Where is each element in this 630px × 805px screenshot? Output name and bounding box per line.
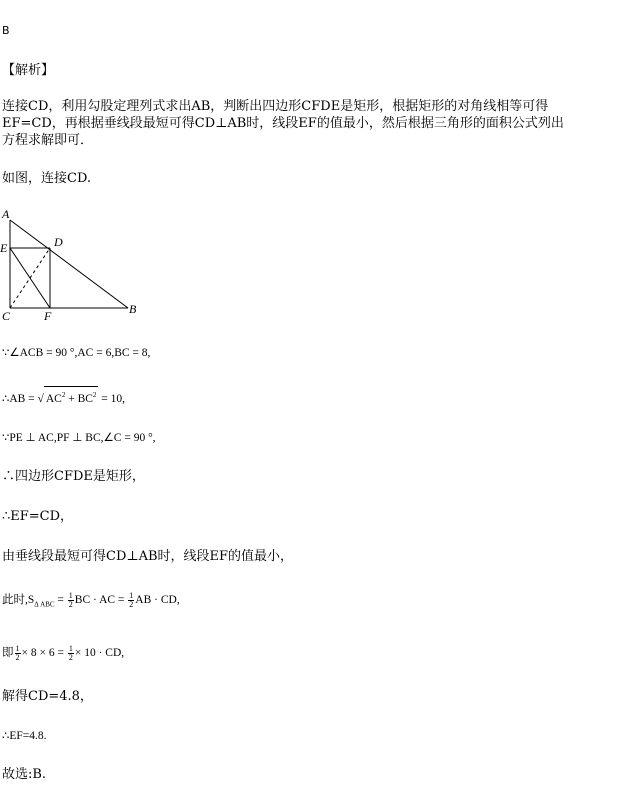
sqrt-sign: √ — [37, 392, 44, 405]
label-b: B — [129, 302, 137, 316]
step-rectangle: ∴四边形CFDE是矩形， — [2, 469, 145, 484]
fraction-half: $\frac{1}{2}$ — [68, 591, 73, 609]
fraction-half: $\frac{1}{2}$ — [68, 644, 73, 662]
side-ab — [10, 220, 128, 308]
label-f: F — [44, 309, 52, 322]
step-solve-cd: 解得CD=4.8， — [2, 689, 93, 704]
step-choose-answer: 故选:B. — [2, 767, 47, 782]
step-area-equation: 即 $\frac{1}{2}$ × 8 × 6 = $\frac{1}{2}$ × 10 · CD, — [2, 644, 125, 662]
label-e: E — [0, 241, 8, 255]
figure-intro: 如图，连接CD. — [2, 171, 92, 186]
analysis-heading: 【解析】 — [2, 63, 55, 78]
step-area-formula: 此时$,S_{\Delta ABC}$ = $\frac{1}{2}$ BC · AC = $\frac{1}{2}$ AB · CD, — [2, 591, 180, 609]
triangle-figure — [0, 200, 150, 322]
fraction-half: $\frac{1}{2}$ — [129, 591, 134, 609]
analysis-line-2: EF=CD，再根据垂线段最短可得CD⊥AB时，线段EF的值最小，然后根据三角形的面积公式列出 — [2, 116, 564, 131]
step-ab-length: ∴AB = √ $AC^2 + BC^2 = 10$, — [2, 386, 125, 408]
radicand: $AC^2 + BC^2$ — [44, 386, 99, 408]
label-d: D — [54, 235, 63, 249]
label-a: A — [2, 207, 10, 221]
step-ef-equals-cd: ∴EF=CD， — [2, 509, 74, 524]
fraction-half: $\frac{1}{2}$ — [15, 644, 20, 662]
step-min-condition: 由垂线段最短可得CD⊥AB时，线段EF的值最小， — [2, 549, 294, 564]
answer-letter: B — [2, 24, 10, 37]
step-perpendicular: ∵PE ⊥ AC,PF ⊥ BC,∠C = 90 °, — [2, 432, 156, 444]
analysis-line-1: 连接CD，利用勾股定理列式求出AB，判断出四边形CFDE是矩形，根据矩形的对角线相等可得 — [2, 99, 549, 114]
analysis-line-3: 方程求解即可． — [2, 133, 94, 148]
label-c: C — [2, 309, 11, 322]
step-given: ∵∠ACB = 90 °,AC = 6,BC = 8, — [2, 347, 151, 359]
step-ef-value: ∴EF=4.8. — [2, 730, 47, 742]
